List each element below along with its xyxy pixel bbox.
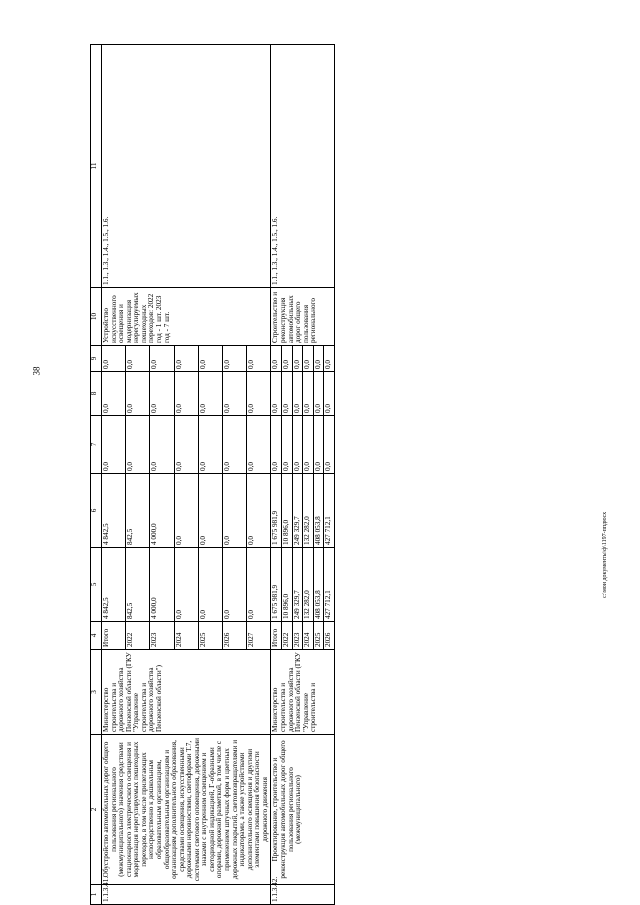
year-cell: 2023: [150, 622, 174, 650]
column-header-5: 5: [91, 548, 102, 622]
column-header-7: 7: [91, 416, 102, 474]
amount-cell: 0,0: [324, 372, 335, 416]
amount-cell: 0,0: [198, 548, 222, 622]
amount-cell: 0,0: [222, 372, 246, 416]
amount-cell: 0,0: [102, 372, 126, 416]
amount-cell: 0,0: [247, 346, 271, 372]
amount-cell: 0,0: [247, 372, 271, 416]
row-result: Устройство искусственного освещения и модернизация нерегулируемых пешеходных переходов: 2022 год - 1 шт. 2023 год - 7 шт.: [102, 288, 271, 346]
amount-cell: 0,0: [222, 346, 246, 372]
row-executor: Министерство строительства и дорожного хозяйства Пензенской области (ГКУ "Управление строительства и: [271, 650, 334, 735]
amount-cell: 842,5: [126, 474, 150, 548]
amount-cell: 0,0: [303, 346, 314, 372]
row-indicator: 1.1., 1.3., 1.4., 1.5., 1.6.: [271, 45, 334, 288]
column-header-4: 4: [91, 622, 102, 650]
year-cell: 2026: [324, 622, 335, 650]
year-cell: 2022: [126, 622, 150, 650]
table-row: [271, 45, 282, 905]
amount-cell: 0,0: [324, 346, 335, 372]
year-cell: 2025: [198, 622, 222, 650]
amount-cell: 4 000,0: [150, 548, 174, 622]
amount-cell: 0,0: [222, 548, 246, 622]
year-cell: 2026: [222, 622, 246, 650]
amount-cell: 0,0: [174, 416, 198, 474]
rotated-table-frame: [90, 45, 600, 905]
amount-cell: 0,0: [271, 416, 282, 474]
amount-cell: 0,0: [102, 346, 126, 372]
column-header-8: 8: [91, 372, 102, 416]
column-header-3: 3: [91, 650, 102, 735]
row-id: 1.1.3.41.: [102, 885, 271, 905]
amount-cell: 0,0: [150, 372, 174, 416]
amount-cell: 0,0: [313, 346, 324, 372]
year-cell: 2024: [303, 622, 314, 650]
amount-cell: 0,0: [292, 416, 303, 474]
amount-cell: 0,0: [126, 372, 150, 416]
amount-cell: 408 053,8: [313, 548, 324, 622]
column-header-10: 10: [91, 288, 102, 346]
row-executor: Министерство строительства и дорожного хозяйства Пензенской области (ГКУ "Управление строительства и дорожного хозяйства Пензенской области"): [102, 650, 271, 735]
amount-cell: 0,0: [174, 372, 198, 416]
amount-cell: 0,0: [292, 372, 303, 416]
amount-cell: 0,0: [174, 474, 198, 548]
footer-file-path: c:\мои документы\ф\1197-ппдюсх: [602, 511, 608, 598]
amount-cell: 132 282,0: [303, 474, 314, 548]
amount-cell: 0,0: [222, 474, 246, 548]
amount-cell: 0,0: [198, 372, 222, 416]
page-number: 38: [31, 366, 42, 376]
amount-cell: 4 842,5: [102, 474, 126, 548]
amount-cell: 842,5: [126, 548, 150, 622]
row-id: 1.1.3.42.: [271, 885, 334, 905]
row-description: Обустройство автомобильных дорог общего пользования регионального (межмуниципального) значения средствами стационарного электрического освещения и модернизация нерегулируемых пешеходных переходов, в том числе прилегающих непосредственно к дошкольным образовательным организациям, общеобразовательным организациям и организациям дополнительного образования, средствами освещения, искусственными дорожными неровностями, светофорами Т.7, системами светового оповещения, дорожными знаками с внутренним освещением и светодиодной индикацией, Г-образными опорами, дорожной разметкой, в том числе с применением штучных форм и цветных дорожных покрытий, световозвращателями и индикаторами, а также устройствами дополнительного освещения и другими элементами повышения безопасности дорожного движения: [102, 735, 271, 885]
year-cell: Итого: [102, 622, 126, 650]
amount-cell: 0,0: [102, 416, 126, 474]
amount-cell: 1 675 981,9: [271, 548, 282, 622]
year-cell: 2022: [281, 622, 292, 650]
amount-cell: 0,0: [198, 474, 222, 548]
row-result: Строительство и реконструкция автомобильных дорог общего пользования регионального: [271, 288, 334, 346]
amount-cell: 4 842,5: [102, 548, 126, 622]
year-cell: Итого: [271, 622, 282, 650]
amount-cell: 0,0: [150, 346, 174, 372]
row-description: Проектирование, строительство и реконструкция автомобильных дорог общего пользования регионального (межмуниципального): [271, 735, 334, 885]
amount-cell: 427 712,1: [324, 474, 335, 548]
amount-cell: 0,0: [281, 346, 292, 372]
column-header-2: 2: [91, 735, 102, 885]
row-indicator: 1.1., 1.3., 1.4., 1.5., 1.6.: [102, 45, 271, 288]
amount-cell: 0,0: [174, 548, 198, 622]
amount-cell: 10 896,0: [281, 474, 292, 548]
amount-cell: 0,0: [271, 346, 282, 372]
amount-cell: 0,0: [292, 346, 303, 372]
amount-cell: 0,0: [222, 416, 246, 474]
amount-cell: 0,0: [150, 416, 174, 474]
amount-cell: 0,0: [198, 416, 222, 474]
amount-cell: 0,0: [247, 548, 271, 622]
amount-cell: 0,0: [324, 416, 335, 474]
amount-cell: 408 053,8: [313, 474, 324, 548]
amount-cell: 0,0: [174, 346, 198, 372]
header-row: [91, 45, 102, 905]
amount-cell: 0,0: [271, 372, 282, 416]
amount-cell: 0,0: [247, 474, 271, 548]
amount-cell: 0,0: [313, 372, 324, 416]
amount-cell: 4 000,0: [150, 474, 174, 548]
amount-cell: 0,0: [126, 346, 150, 372]
amount-cell: 0,0: [247, 416, 271, 474]
year-cell: 2024: [174, 622, 198, 650]
year-cell: 2027: [247, 622, 271, 650]
amount-cell: 10 896,0: [281, 548, 292, 622]
amount-cell: 0,0: [281, 416, 292, 474]
amount-cell: 132 282,0: [303, 548, 314, 622]
year-cell: 2025: [313, 622, 324, 650]
column-header-6: 6: [91, 474, 102, 548]
column-header-9: 9: [91, 346, 102, 372]
amount-cell: 0,0: [303, 416, 314, 474]
year-cell: 2023: [292, 622, 303, 650]
column-header-1: 1: [91, 885, 102, 905]
amount-cell: 0,0: [313, 416, 324, 474]
amount-cell: 1 675 981,9: [271, 474, 282, 548]
amount-cell: 427 712,1: [324, 548, 335, 622]
amount-cell: 0,0: [198, 346, 222, 372]
table-row: [102, 45, 126, 905]
amount-cell: 0,0: [126, 416, 150, 474]
amount-cell: 249 329,7: [292, 548, 303, 622]
program-table: [90, 44, 335, 905]
amount-cell: 249 329,7: [292, 474, 303, 548]
amount-cell: 0,0: [281, 372, 292, 416]
amount-cell: 0,0: [303, 372, 314, 416]
column-header-11: 11: [91, 45, 102, 288]
